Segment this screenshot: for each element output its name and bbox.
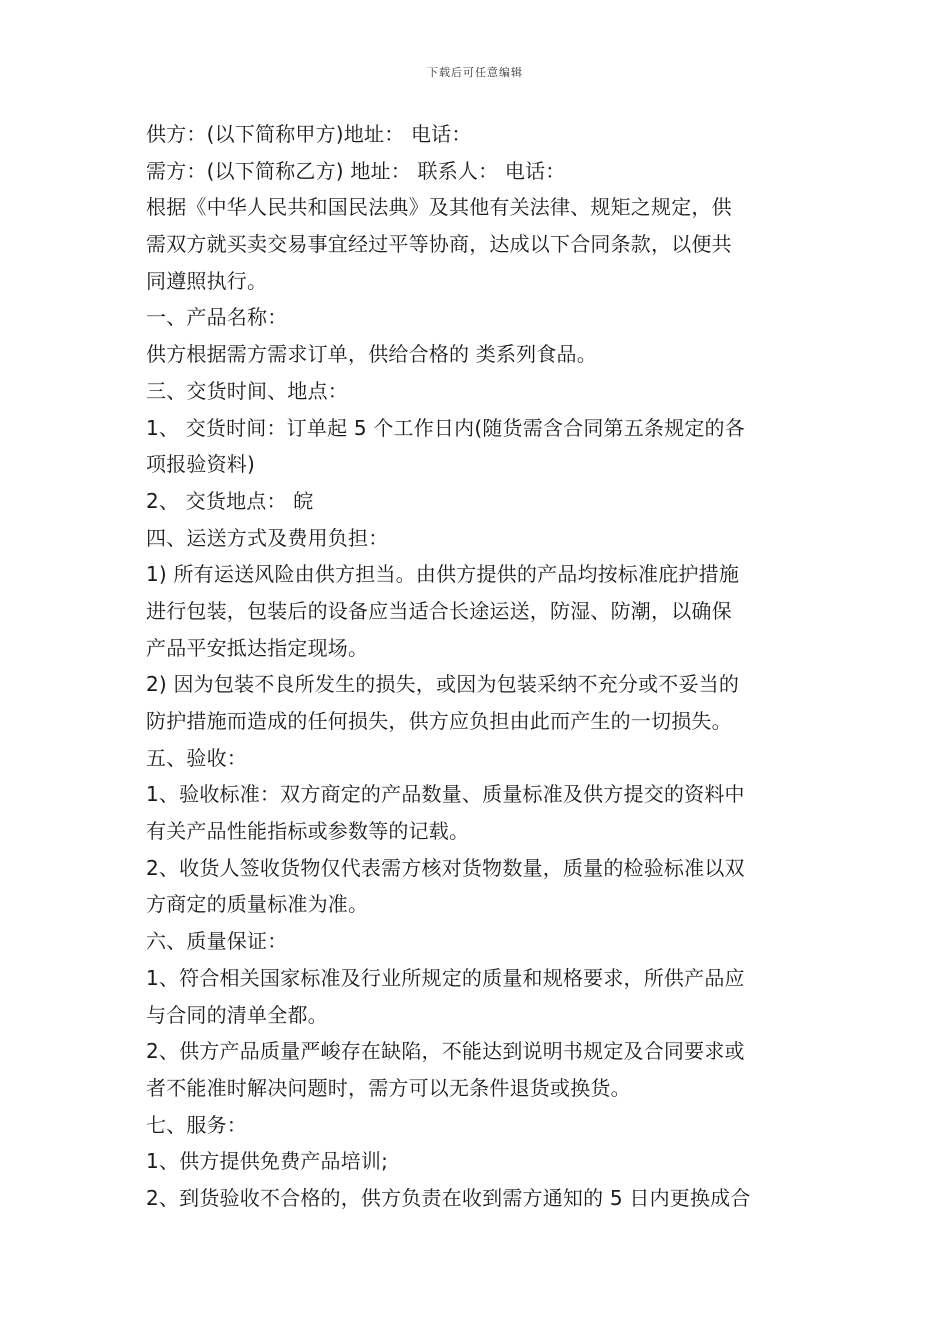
text-line: 需方：(以下简称乙方) 地址： 联系人： 电话：: [146, 158, 566, 183]
text-line: 1、供方提供免费产品培训;: [146, 1149, 389, 1174]
section-heading: 三、交货时间、地点：: [146, 378, 348, 403]
contract-body: [146, 116, 810, 1217]
text-line: 2、供方产品质量严峻存在缺陷，不能达到说明书规定及合同要求或: [146, 1039, 745, 1064]
text-line: 2、到货验收不合格的，供方负责在收到需方通知的 5 日内更换成合: [146, 1185, 751, 1210]
section-heading: 六、质量保证：: [146, 929, 288, 954]
text-line: 产品平安抵达指定现场。: [146, 635, 369, 660]
text-line: 2、收货人签收货物仅代表需方核对货物数量，质量的检验标准以双: [146, 855, 745, 880]
section-heading: 七、服务：: [146, 1112, 247, 1137]
text-line: 2、 交货地点： 皖: [146, 488, 314, 513]
text-line: 项报验资料): [146, 452, 256, 477]
text-line: 与合同的清单全都。: [146, 1002, 328, 1027]
text-line: 1、符合相关国家标准及行业所规定的质量和规格要求，所供产品应: [146, 965, 745, 990]
text-line: 进行包装，包装后的设备应当适合长途运送，防湿、防潮，以确保: [146, 598, 732, 623]
text-line: 供方：(以下简称甲方)地址： 电话：: [146, 122, 472, 146]
text-line: 供方根据需方需求订单，供给合格的 类系列食品。: [146, 342, 597, 367]
section-heading: 四、运送方式及费用负担：: [146, 525, 389, 550]
text-line: 1、 交货时间：订单起 5 个工作日内(随货需含合同第五条规定的各: [146, 415, 745, 440]
text-line: 2) 因为包装不良所发生的损失，或因为包装采纳不充分或不妥当的: [146, 672, 740, 697]
text-line: 根据《中华人民共和国民法典》及其他有关法律、规矩之规定，供: [146, 195, 732, 220]
text-line: 者不能准时解决问题时，需方可以无条件退货或换货。: [146, 1075, 631, 1100]
text-line: 防护措施而造成的任何损失，供方应负担由此而产生的一切损失。: [146, 709, 732, 733]
text-line: 1、验收标准：双方商定的产品数量、质量标准及供方提交的资料中: [146, 782, 745, 807]
section-heading: 五、验收：: [146, 745, 247, 770]
text-line: 1) 所有运送风险由供方担当。由供方提供的产品均按标准庇护措施: [146, 562, 740, 587]
text-line: 同遵照执行。: [146, 268, 268, 293]
page-header-note: 下载后可任意编辑: [427, 66, 523, 79]
section-heading: 一、产品名称：: [146, 305, 288, 330]
text-line: 有关产品性能指标或参数等的记载。: [146, 819, 470, 844]
text-line: 方商定的质量标准为准。: [146, 892, 369, 917]
text-line: 需双方就买卖交易事宜经过平等协商，达成以下合同条款，以便共: [146, 232, 732, 257]
